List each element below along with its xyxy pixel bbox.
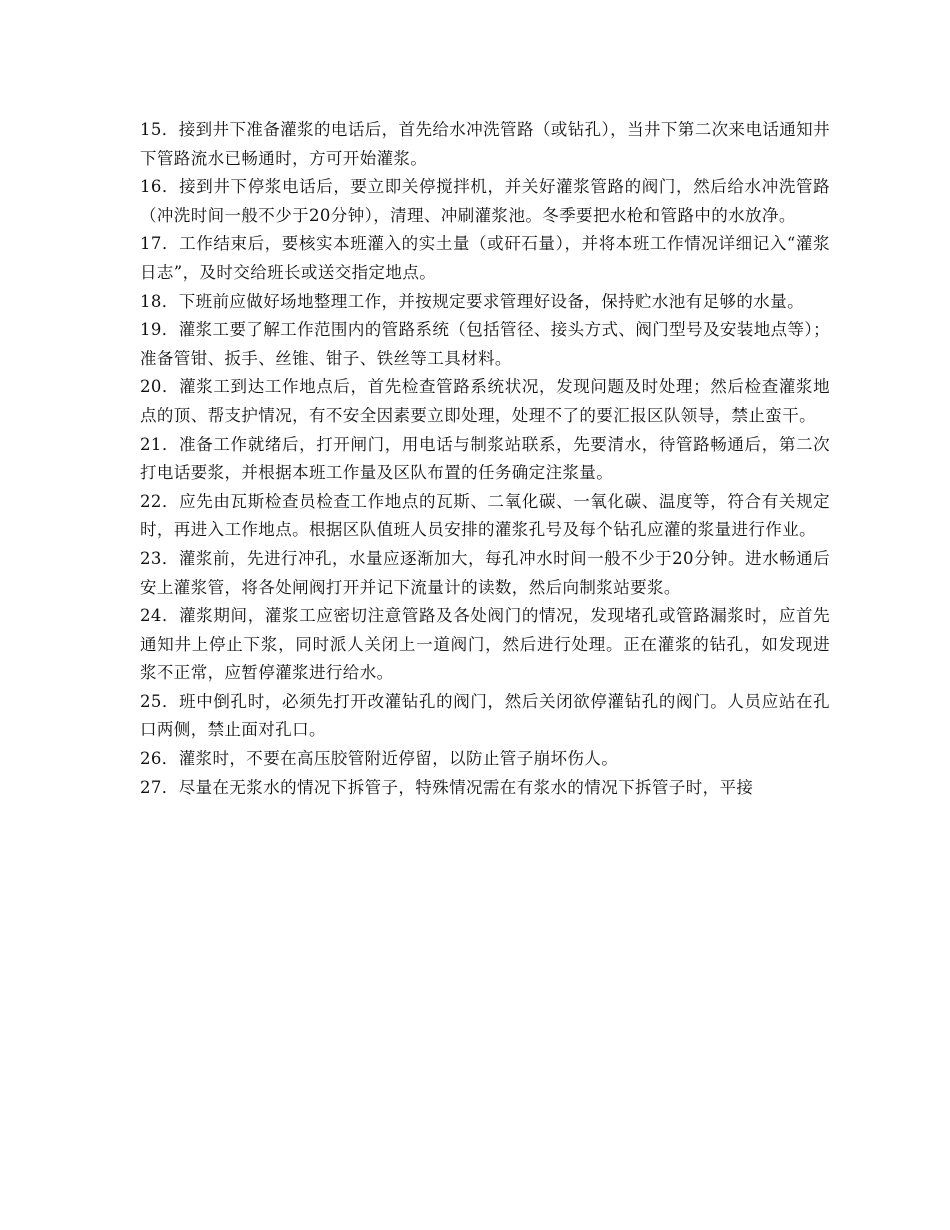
- paragraph-item-26: 26．灌浆时，不要在高压胶管附近停留，以防止管子崩坏伤人。: [140, 749, 619, 769]
- paragraph-item-22: 22．应先由瓦斯检查员检查工作地点的瓦斯、二氧化碳、一氧化碳、温度等，符合有关规定时，再进入工作地点。根据区队值班人员安排的灌浆孔号及每个钻孔应灌的浆量进行作业。: [140, 491, 830, 540]
- paragraph-item-24: 24．灌浆期间，灌浆工应密切注意管路及各处阀门的情况，发现堵孔或管路漏浆时，应首先通知井上停止下浆，同时派人关闭上一道阀门，然后进行处理。正在灌浆的钻孔，如发现进浆不正常，应暂停灌浆进行给水。: [140, 606, 830, 683]
- paragraph-item-16: 16．接到井下停浆电话后，要立即关停搅拌机，并关好灌浆管路的阀门，然后给水冲洗管路（冲洗时间一般不少于20分钟），清理、冲刷灌浆池。冬季要把水枪和管路中的水放净。: [140, 177, 830, 225]
- paragraph-item-17: 17．工作结束后，要核实本班灌入的实土量（或矸石量），并将本班工作情况详细记入“灌浆日志”，及时交给班长或送交指定地点。: [140, 234, 830, 282]
- paragraph-item-23: 23．灌浆前，先进行冲孔，水量应逐渐加大，每孔冲水时间一般不少于20分钟。进水畅通后安上灌浆管，将各处闸阀打开并记下流量计的读数，然后向制浆站要浆。: [140, 548, 830, 597]
- paragraph-item-15: 15．接到井下准备灌浆的电话后，首先给水冲洗管路（或钻孔），当井下第二次来电话通知井下管路流水已畅通时，方可开始灌浆。: [140, 120, 830, 168]
- paragraph-item-21: 21．准备工作就绪后，打开闸门，用电话与制浆站联系，先要清水，待管路畅通后，第二次打电话要浆，并根据本班工作量及区队布置的任务确定注浆量。: [140, 434, 830, 483]
- paragraph-item-20: 20．灌浆工到达工作地点后，首先检查管路系统状况，发现问题及时处理；然后检查灌浆地点的顶、帮支护情况，有不安全因素要立即处理，处理不了的要汇报区队领导，禁止蛮干。: [140, 377, 830, 425]
- paragraph-item-19: 19．灌浆工要了解工作范围内的管路系统（包括管径、接头方式、阀门型号及安装地点等）；准备管钳、扳手、丝锥、钳子、铁丝等工具材料。: [140, 320, 830, 368]
- paragraph-item-18: 18．下班前应做好场地整理工作，并按规定要求管理好设备，保持贮水池有足够的水量。: [140, 291, 804, 311]
- document-body: [140, 116, 830, 802]
- paragraph-item-27: 27．尽量在无浆水的情况下拆管子，特殊情况需在有浆水的情况下拆管子时，平接: [140, 777, 754, 797]
- paragraph-item-25: 25．班中倒孔时，必须先打开改灌钻孔的阀门，然后关闭欲停灌钻孔的阀门。人员应站在孔口两侧，禁止面对孔口。: [140, 691, 830, 740]
